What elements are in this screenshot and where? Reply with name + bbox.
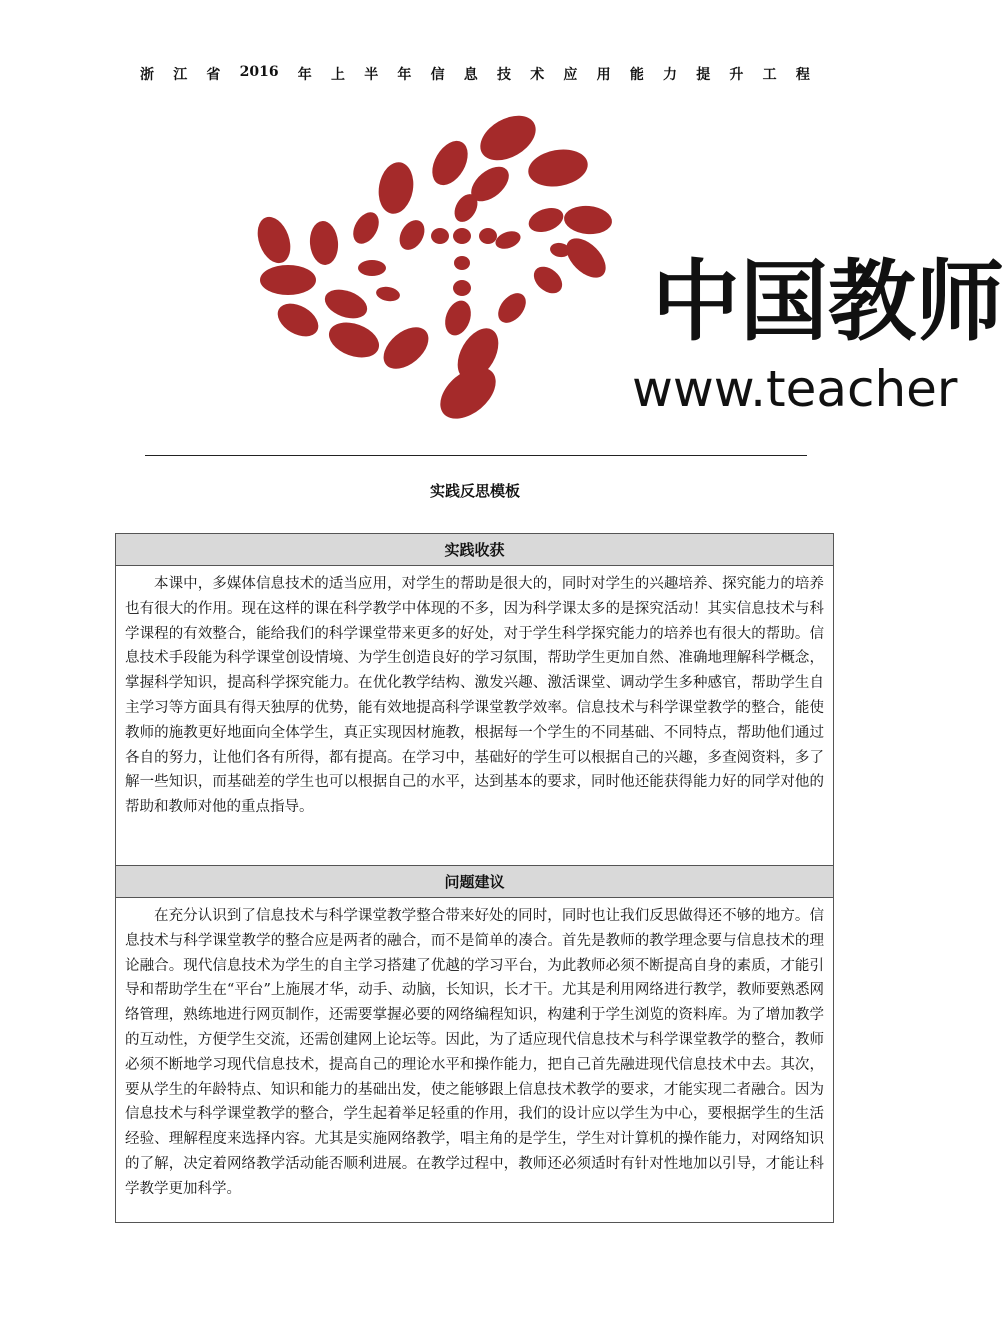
header-char: 江 bbox=[173, 67, 188, 83]
logo-dot bbox=[525, 145, 590, 191]
logo-dot bbox=[425, 135, 475, 192]
logo-dot bbox=[358, 260, 386, 276]
header-char: 信 bbox=[430, 67, 445, 83]
header-char: 技 bbox=[497, 67, 511, 83]
header-char: 术 bbox=[530, 67, 545, 83]
logo-dot bbox=[375, 285, 401, 303]
logo-dot bbox=[563, 204, 613, 236]
logo-dot bbox=[431, 228, 449, 244]
header-char: 上 bbox=[330, 67, 345, 83]
header-char: 年 bbox=[297, 67, 312, 83]
header-divider bbox=[145, 455, 807, 456]
logo-dot bbox=[525, 204, 566, 237]
header-char: 用 bbox=[596, 67, 611, 83]
section-body-gains: 本课中，多媒体信息技术的适当应用，对学生的帮助是很大的，同时对学生的兴趣培养、探究能力的培养也有很大的作用。现在这样的课在科学教学中体现的不多，因为科学课太多的是探究活动！其实信息技术与科学课程的有效整合，能给我们的科学课堂带来更多的好处，对于学生科学探究能力的培养也有很大的帮助。信息技术手段能为科学课堂创设情境、为学生创造良好的学习氛围，帮助学生更加自然、准确地理解科学概念，掌握科学知识，提高科学探究能力。在优化教学结构、激发兴趣、激活课堂、调动学生多种感官，帮助学生自主学习等方面具有得天独厚的优势，能有效地提高科学课堂教学效率。信息技术与科学课堂教学的整合，能使教师的施教更好地面向全体学生，真正实现因材施教，根据每一个学生的不同基础、不同特点，帮助他们通过各自的努力，让他们各有所得，都有提高。在学习中，基础好的学生可以根据自己的兴趣，多查阅资料，多了解一些知识，而基础差的学生也可以根据自己的水平，达到基本的要求，同时他还能获得能力好的同学对他的帮助和教师对他的重点指导。 bbox=[116, 566, 833, 866]
header-char: 2016 bbox=[239, 64, 279, 80]
header-char: 省 bbox=[206, 67, 221, 83]
section-body-suggestions: 在充分认识到了信息技术与科学课堂教学整合带来好处的同时，同时也让我们反思做得还不够的地方。信息技术与科学课堂教学的整合应是两者的融合，而不是简单的凑合。首先是教师的教学理念要与信息技术的理论融合。现代信息技术为学生的自主学习搭建了优越的学习平台，为此教师必须不断提高自身的素质，才能引导和帮助学生在“平台”上施展才华，动手、动脑，长知识，长才干。尤其是利用网络进行教学，教师要熟悉网络管理，熟练地进行网页制作，还需要掌握必要的网络编程知识，构建利于学生浏览的资料库。为了增加教学的互动性，方便学生交流，还需创建网上论坛等。因此，为了适应现代信息技术与科学课堂教学的整合，教师必须不断地学习现代信息技术，提高自己的理论水平和操作能力，把自己首先融进现代信息技术中去。其次，要从学生的年龄特点、知识和能力的基础出发，使之能够跟上信息技术教学的要求，才能实现二者融合。因为信息技术与科学课堂教学的整合，学生起着举足轻重的作用，我们的设计应以学生为中心，要根据学生的生活经验、理解程度来选择内容。尤其是实施网络教学，唱主角的是学生，学生对计算机的操作能力，对网络知识的了解，决定着网络教学活动能否顺利进展。在教学过程中，教师还必须适时有针对性地加以引导，才能让科学教学更加科学。 bbox=[125, 908, 824, 1197]
logo-dot bbox=[394, 216, 429, 255]
logo-dot bbox=[559, 231, 613, 285]
logo-dot bbox=[454, 256, 470, 270]
logo-dot bbox=[529, 261, 568, 298]
logo-dot bbox=[453, 228, 471, 244]
header-char: 浙 bbox=[140, 67, 154, 83]
header-char: 工 bbox=[762, 67, 777, 83]
header-char: 力 bbox=[663, 67, 678, 83]
document-title: 实践反思模板 bbox=[429, 482, 520, 500]
header-char: 半 bbox=[364, 67, 379, 83]
logo-dot bbox=[348, 208, 384, 248]
header-char: 升 bbox=[729, 67, 744, 83]
logo-url: www.teacher bbox=[632, 360, 958, 418]
logo-dot bbox=[321, 284, 371, 323]
logo-dot bbox=[252, 212, 297, 267]
logo-dot bbox=[441, 297, 476, 339]
logo-dot bbox=[260, 265, 316, 295]
header-char: 应 bbox=[563, 67, 578, 83]
logo-dot bbox=[479, 228, 497, 244]
header-char: 息 bbox=[463, 67, 478, 83]
teacher-logo bbox=[240, 108, 1004, 428]
logo-dot bbox=[308, 220, 340, 266]
header-char: 年 bbox=[397, 67, 412, 83]
spiral-dots bbox=[252, 107, 613, 429]
spiral-logo-icon bbox=[240, 108, 680, 428]
header-char: 程 bbox=[795, 67, 810, 83]
logo-dot bbox=[473, 107, 544, 170]
reflection-table bbox=[115, 533, 834, 1223]
logo-dot bbox=[324, 316, 384, 364]
logo-name-cn: 中国教师 bbox=[652, 250, 1004, 353]
logo-dot bbox=[376, 319, 436, 377]
logo-dot bbox=[375, 159, 418, 216]
logo-dot bbox=[493, 228, 523, 252]
logo-dot bbox=[493, 288, 532, 328]
logo-dot bbox=[453, 280, 471, 296]
header-char: 提 bbox=[696, 67, 711, 83]
logo-dot bbox=[272, 297, 324, 343]
header-char: 能 bbox=[629, 67, 644, 83]
section-heading-gains: 实践收获 bbox=[116, 534, 833, 566]
header-title bbox=[140, 64, 810, 84]
section-heading-suggestions: 问题建议 bbox=[116, 866, 833, 898]
